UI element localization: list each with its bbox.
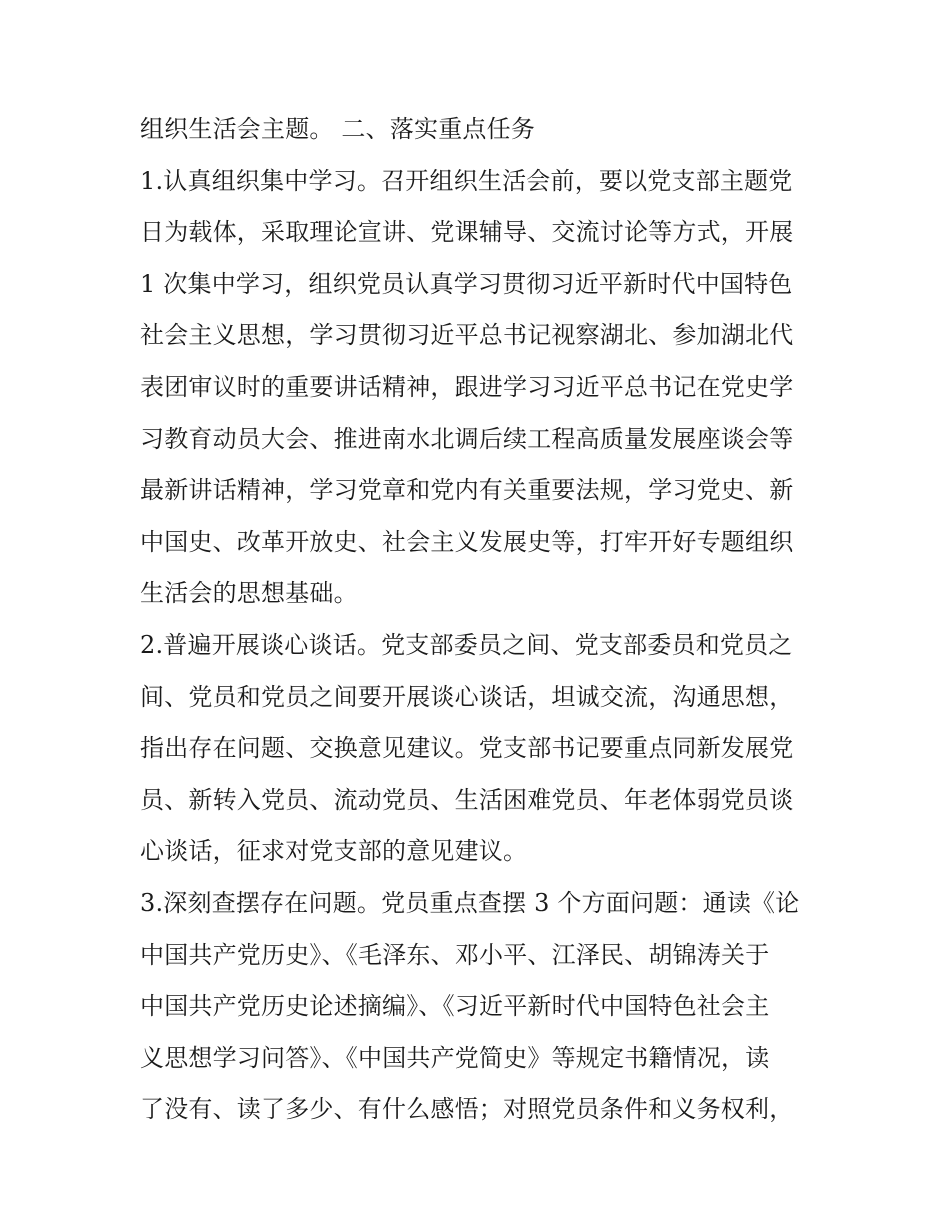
text-line: 中国共产党历史》、《毛泽东、邓小平、江泽民、胡锦涛关于: [140, 940, 770, 969]
text-line: 组织生活会主题。 二、落实重点任务: [140, 115, 536, 143]
text-line: 表团审议时的重要讲话精神，跟进学习习近平总书记在党史学: [140, 372, 794, 401]
text-line: 1 次集中学习，组织党员认真学习贯彻习近平新时代中国特色: [140, 269, 793, 298]
text-line: 日为载体，采取理论宣讲、党课辅导、交流讨论等方式，开展: [140, 218, 794, 247]
text-line: 中国共产党历史论述摘编》、《习近平新时代中国特色社会主: [140, 992, 770, 1021]
text-line: 中国史、改革开放史、社会主义发展史等，打牢开好专题组织: [140, 527, 794, 556]
text-line: 习教育动员大会、推进南水北调后续工程高质量发展座谈会等: [140, 424, 794, 453]
text-line: 2.普遍开展谈心谈话。党支部委员之间、党支部委员和党员之: [140, 630, 793, 659]
text-line: 义思想学习问答》、《中国共产党简史》等规定书籍情况，读: [140, 1043, 770, 1072]
text-line: 3.深刻查摆存在问题。党员重点查摆 3 个方面问题：通读《论: [140, 888, 800, 917]
text-line: 1.认真组织集中学习。召开组织生活会前，要以党支部主题党: [140, 166, 793, 195]
text-line: 了没有、读了多少、有什么感悟；对照党员条件和义务权利，: [140, 1095, 794, 1124]
text-line: 员、新转入党员、流动党员、生活困难党员、年老体弱党员谈: [140, 785, 794, 814]
text-line: 指出存在问题、交换意见建议。党支部书记要重点同新发展党: [140, 734, 794, 763]
text-line: 生活会的思想基础。: [140, 579, 358, 608]
text-line: 社会主义思想，学习贯彻习近平总书记视察湖北、参加湖北代: [140, 321, 794, 350]
text-line: 最新讲话精神，学习党章和党内有关重要法规，学习党史、新: [140, 476, 794, 505]
text-line: 心谈话，征求对党支部的意见建议。: [140, 837, 528, 866]
text-line: 间、党员和党员之间要开展谈心谈话，坦诚交流，沟通思想，: [140, 682, 794, 711]
document-body: [140, 104, 820, 1136]
